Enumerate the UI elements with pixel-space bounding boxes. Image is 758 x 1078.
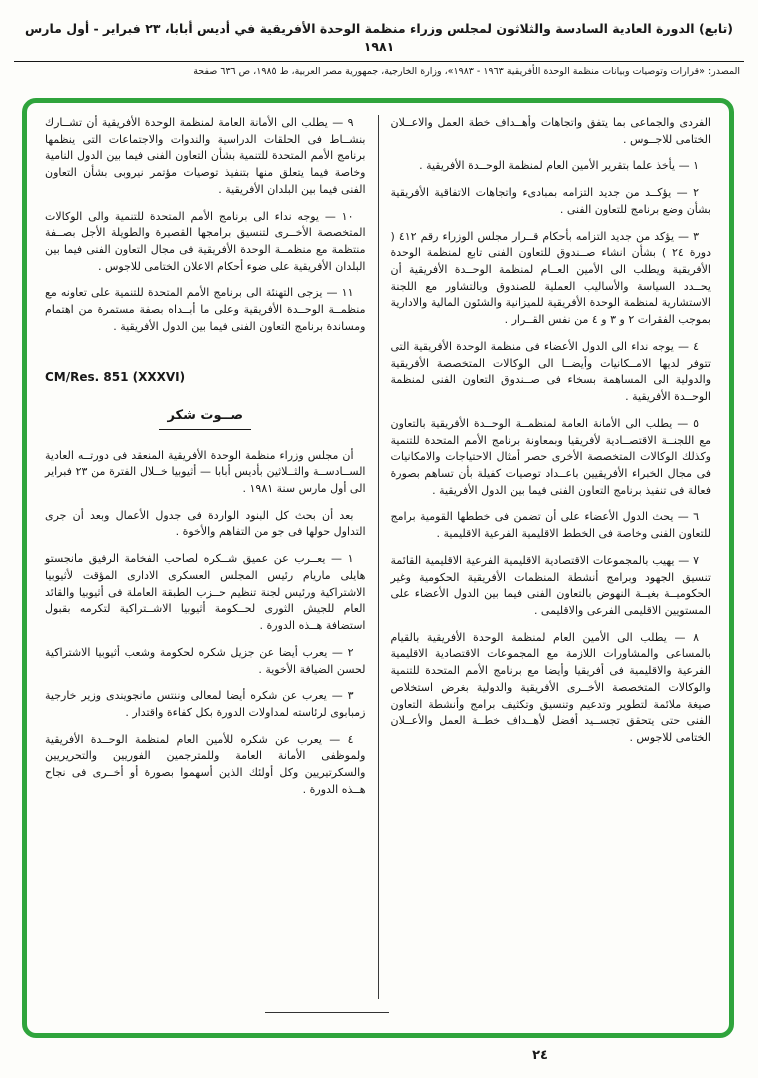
paragraph: ٨ — يطلب الى الأمين العام لمنظمة الوحدة الأفريقية بالقيام بالمساعى والمشاورات اللازمة مع المجموعات الاقتصادية الاقليمية الفرعية والاقليمية فى أفريقيا وأيضا مع برنامج الأمم المتحدة للتنمية والوكالات المتخصصة الأخــرى الأفريقية والدولية بغرض استخلاص صيغة ملائمة لتطوير وتدعيم وتنسيق وتكثيف برامج وأنشطة التعاون الفنى حتى يتحقق تجســيد أفضل لأهــداف خطــة العمل والأعــلان الختامى للاجوس . bbox=[390, 630, 711, 744]
paragraph: ١ — يعــرب عن عميق شــكره لصاحب الفخامة الرفيق مانجستو هايلى ماريام رئيس المجلس العسكرى الادارى المؤقت لأثيوبيا الاشتراكية ورئيس لجنة تنظيم حــزب الطبقة العاملة فى أثيوبيا والقائد العام للجيش الثورى لحــكومة أثيوبيا الاشــتراكية لتكرمه بقبول استضافة هــذه الدورة . bbox=[45, 552, 366, 633]
paragraph: ٥ — يطلب الى الأمانة العامة لمنظمــة الوحــدة الأفريقية بالتعاون مع اللجنــة الاقتصــادية لأفريقيا وبمعاونة برنامج الأمم المتحدة للتنمية وكذلك الوكالات المتخصصة الأخرى حصر أمثال الاحتياجات والامكانيات فى مجال الخبراء الأفريقيين باعــداد توصيات كفيلة بأن تساهم بصورة فعالة فى تنفيذ برنامج التعاون الفنى فيما بين الدول الأفريقية . bbox=[390, 416, 711, 497]
paragraph: أن مجلس وزراء منظمة الوحدة الأفريقية المنعقد فى دورتــه العادية الســادســة والثــلاثين بأديس أبابا — أثيوبيا خــلال الفترة من ٢٣ فبراير الى أول مارس سنة ١٩٨١ . bbox=[45, 448, 366, 496]
paragraph: ١ — يأخذ علما بتقرير الأمين العام لمنظمة الوحــدة الأفريقية . bbox=[419, 159, 699, 173]
paragraph: ٧ — يهيب بالمجموعات الاقتصادية الاقليمية الفرعية الاقليمية القائمة تنسيق الجهود وبرامج أنشطة المنظمات الأفريقية الحكومية وغير الحكوميــة بغيــة النهوض بالتعاون الفنى فيما بين الدول الأعضاء على المستويين الاقليمى الفرعى والاقليمى . bbox=[390, 553, 711, 617]
paragraph: ٣ — يؤكد من جديد التزامه بأحكام قــرار مجلس الوزراء رقم ٤١٢ ( دورة ٢٤ ) بشأن انشاء صــندوق للتعاون الفنى تابع لمنظمة الوحدة الأفريقية ويطلب الى الأمين العــام لمنظمة الوحــدة الأفريقية أن يحــدد السياسة والأساليب العملية للصندوق وبالتشاور مع اللجنة الاستشارية لمنظمة الوحدة الأفريقية للميزانية والشئون المالية والادارية بموجب الفقرات ٢ و ٣ و ٤ من نفس القــرار . bbox=[390, 229, 711, 327]
header-source: المصدر: «قرارات وتوصيات وبيانات منظمة الوحدة الأفريقية ١٩٦٣ - ١٩٨٣»، وزارة الخارجية، جمهورية مصر العربية، ط ١٩٨٥، ص ٦٣٦ صفحة bbox=[193, 66, 740, 77]
paragraph: ١١ — يزجى التهنئة الى برنامج الأمم المتحدة للتنمية على تعاونه مع منظمــة الوحــدة الأفريقية وعلى ما أبــداه بصفة مستمرة من اهتمام ومساندة برنامج التعاون الفنى فيما بين الدول الأفريقية . bbox=[45, 286, 366, 333]
column-left bbox=[33, 115, 378, 1007]
column-divider bbox=[378, 115, 379, 999]
header-divider bbox=[14, 61, 744, 62]
section-title-text: صــوت شكر bbox=[159, 406, 251, 430]
paragraph: ١٠ — يوجه نداء الى برنامج الأمم المتحدة للتنمية والى الوكالات المتخصصة الأخــرى لتنسيق برامجها القصيرة والطويلة الأجل بصــفة منتظمة مع منظمــة الوحدة الأفريقية فى مجال التعاون الفنى فيما بين البلدان الأفريقية على ضوء أحكام الاعلان الختامى للاجوس . bbox=[45, 209, 366, 273]
paragraph: ٢ — يعرب أيضا عن جزيل شكره لحكومة وشعب أثيوبيا الاشتراكية لحسن الضيافة الأخوية . bbox=[45, 645, 366, 676]
paragraph: ٢ — يؤكــد من جديد التزامه بمبادىء واتجاهات الاتفاقية الأفريقية بشأن وضع برنامج للتعاون الفنى . bbox=[390, 186, 711, 216]
paragraph: ٩ — يطلب الى الأمانة العامة لمنظمة الوحدة الأفريقية أن تشــارك بنشــاط فى الحلقات الدراسية والندوات والاجتماعات التى ينظمها برنامج الأمم المتحدة للتنمية بشأن التعاون الفنى فيما بين الدول النامية وخاصة فيما يتعلق منها بتنفيذ توصيات مؤتمر نيروبى بشأن التعاون الفنى فيما بين البلدان الأفريقية . bbox=[45, 116, 366, 196]
footnote-rule bbox=[265, 1012, 389, 1013]
green-border-box bbox=[22, 98, 734, 1038]
paragraph: ٣ — يعرب عن شكره أيضا لمعالى وننتس مانجويندى وزير خارجية زمبابوى لرئاسته لمداولات الدورة بكل كفاءة واقتدار . bbox=[45, 689, 366, 719]
paragraph: ٤ — يوجه نداء الى الدول الأعضاء فى منظمة الوحدة الأفريقية التى تتوفر لديها الامــكانيات وأيضــا الى الوكالات المتخصصة الأفريقية والدولية الى المساهمة بسخاء فى صــندوق التعاون الفنى لمنظمة الوحــدة الأفريقية . bbox=[390, 339, 711, 404]
page-number: ٢٤ bbox=[532, 1048, 548, 1063]
resolution-code: CM/Res. 851 (XXXVI) bbox=[45, 369, 186, 384]
two-column-body bbox=[27, 103, 729, 1033]
section-title bbox=[45, 406, 366, 430]
paragraph: ٤ — يعرب عن شكره للأمين العام لمنظمة الوحــدة الأفريقية ولموظفى الأمانة العامة وللمترجمين الفوريين والتحريريين والسكرتيريين وكل أولئك الذين أسهموا بصورة أو أخــرى فى نجاح هــذه الدورة . bbox=[45, 732, 366, 796]
paragraph: بعد أن بحث كل البنود الواردة فى جدول الأعمال وبعد أن جرى التداول حولها فى جو من التفاهم والأخوة . bbox=[45, 508, 366, 539]
header-title: (تابع) الدورة العادية السادسة والثلاثون لمجلس وزراء منظمة الوحدة الأفريقية في أديس أبابا، ٢٣ فبراير - أول مارس ١٩٨١ bbox=[25, 21, 733, 54]
page-header bbox=[0, 0, 758, 77]
paragraph: الفردى والجماعى بما يتفق واتجاهات وأهــداف خطة العمل والاعــلان الختامى للاجــوس . bbox=[390, 116, 711, 146]
paragraph: ٦ — يحث الدول الأعضاء على أن تضمن فى خططها القومية برامج للتعاون الفنى وخاصة فى الخطط الاقليمية الفرعية الاقليمية . bbox=[390, 510, 711, 541]
column-right bbox=[379, 115, 724, 1007]
